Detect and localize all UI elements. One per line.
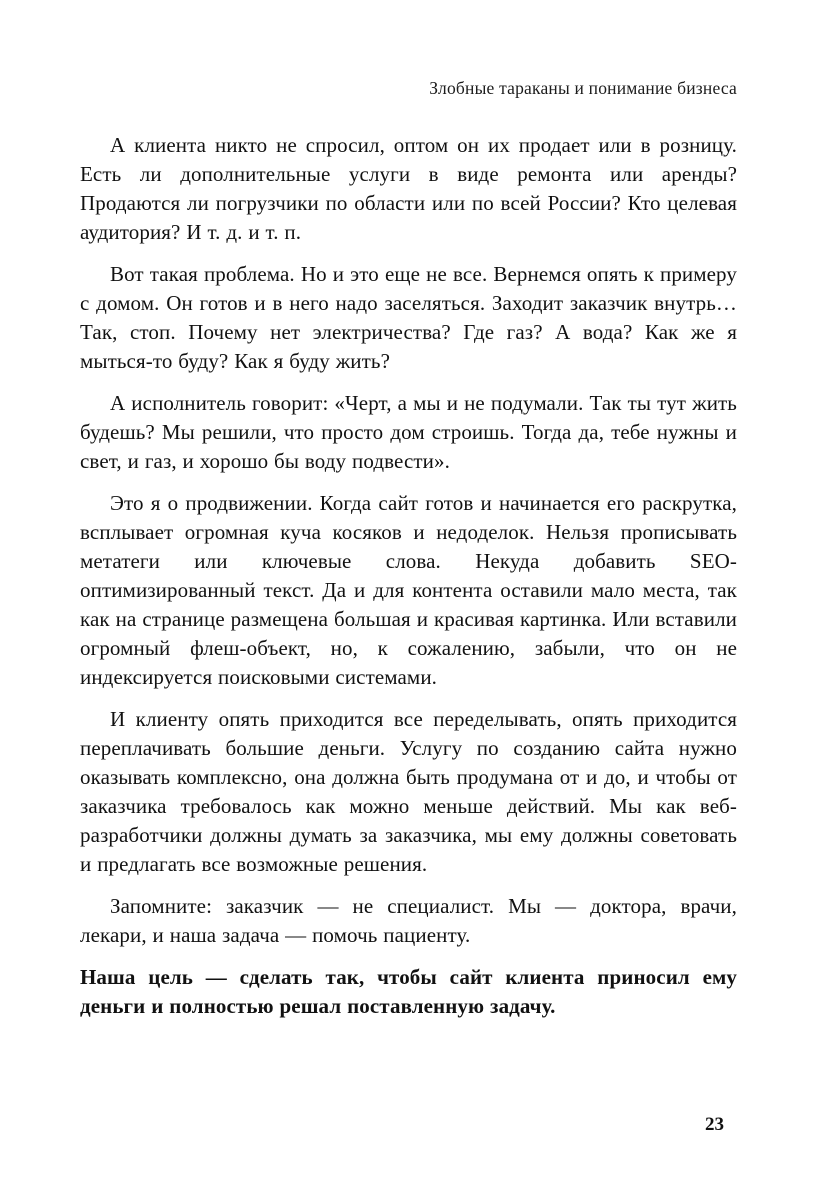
paragraph: Вот такая проблема. Но и это еще не все. Вернемся опять к примеру с домом. Он готов и в него надо заселяться. Заходит заказчик внутрь… Так, стоп. Почему нет электричества? Где газ? А вода? Как же я мыться-то буду? Как я буду жить?: [80, 262, 737, 373]
paragraph: Это я о продвижении. Когда сайт готов и начинается его раскрутка, всплывает огромная куча косяков и недоделок. Нельзя прописывать метатеги или ключевые слова. Некуда добавить SEO-оптимизированный текст. Да и для контента оставили мало места, так как на странице размещена большая и красивая картинка. Или вставили огромный флеш-объект, но, к сожалению, забыли, что он не индексируется поисковыми системами.: [80, 491, 737, 689]
paragraph: Запомните: заказчик — не специалист. Мы — доктора, врачи, лекари, и наша задача — помочь пациенту.: [80, 894, 737, 947]
paragraph-emphasis: Наша цель — сделать так, чтобы сайт клиента приносил ему деньги и полностью решал поставленную задачу.: [80, 965, 737, 1018]
paragraph: И клиенту опять приходится все переделывать, опять приходится переплачивать большие деньги. Услугу по созданию сайта нужно оказывать комплексно, она должна быть продумана от и до, и чтобы от заказчика требовалось как можно меньше действий. Мы как веб-разработчики должны думать за заказчика, мы ему должны советовать и предлагать все возможные решения.: [80, 707, 737, 876]
paragraph: А исполнитель говорит: «Черт, а мы и не подумали. Так ты тут жить будешь? Мы решили, что просто дом строишь. Тогда да, тебе нужны и свет, и газ, и хорошо бы воду подвести».: [80, 391, 737, 473]
paragraph: А клиента никто не спросил, оптом он их продает или в розницу. Есть ли дополнительные услуги в виде ремонта или аренды? Продаются ли погрузчики по области или по всей России? Кто целевая аудитория? И т. д. и т. п.: [80, 133, 737, 244]
page-body: [80, 131, 737, 1034]
running-header: Злобные тараканы и понимание бизнеса: [429, 78, 737, 98]
page-number: 23: [705, 1114, 724, 1135]
